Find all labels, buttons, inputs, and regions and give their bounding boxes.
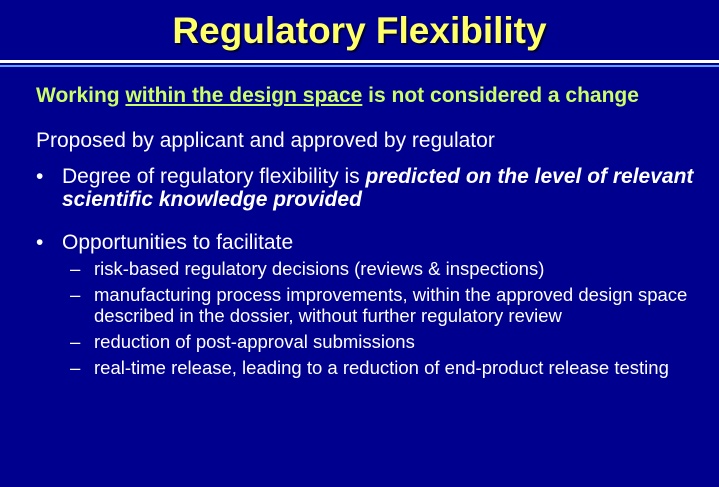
dash-marker: – <box>70 357 81 378</box>
bullet-emphasis: predicted on the level of relevant scientific knowledge provided <box>62 165 694 211</box>
dash-marker: – <box>70 284 81 305</box>
proposal-statement: Proposed by applicant and approved by regulator <box>36 129 495 152</box>
list-item-text: manufacturing process improvements, within the approved design space described in the dossier, without further regulatory review <box>94 284 688 326</box>
list-item <box>36 284 696 326</box>
slide-title: Regulatory Flexibility <box>172 10 547 51</box>
design-space-statement <box>36 82 696 109</box>
dash-marker: – <box>70 331 81 352</box>
bullet-marker: • <box>36 165 44 188</box>
bullet-text: Opportunities to facilitate <box>62 231 294 254</box>
slide-content <box>36 82 696 378</box>
statement-suffix: is not considered a change <box>362 84 639 107</box>
dash-marker: – <box>70 258 81 279</box>
bullet-item-flexibility <box>36 165 696 211</box>
list-item-text: risk-based regulatory decisions (reviews & inspections) <box>94 258 545 279</box>
statement-underlined: within the design space <box>125 84 363 107</box>
list-item <box>36 258 696 279</box>
bullet-marker: • <box>36 231 44 254</box>
list-item <box>36 331 696 352</box>
title-divider-white <box>0 60 719 63</box>
statement-prefix: Working <box>36 84 126 107</box>
title-divider-blue <box>0 65 719 67</box>
list-item <box>36 357 696 378</box>
list-item-text: real-time release, leading to a reduction of end-product release testing <box>94 357 669 378</box>
bullet-item-opportunities <box>36 229 696 256</box>
bullet-text: Degree of regulatory flexibility is <box>62 165 366 188</box>
list-item-text: reduction of post-approval submissions <box>94 331 415 352</box>
opportunities-sublist <box>36 258 696 378</box>
